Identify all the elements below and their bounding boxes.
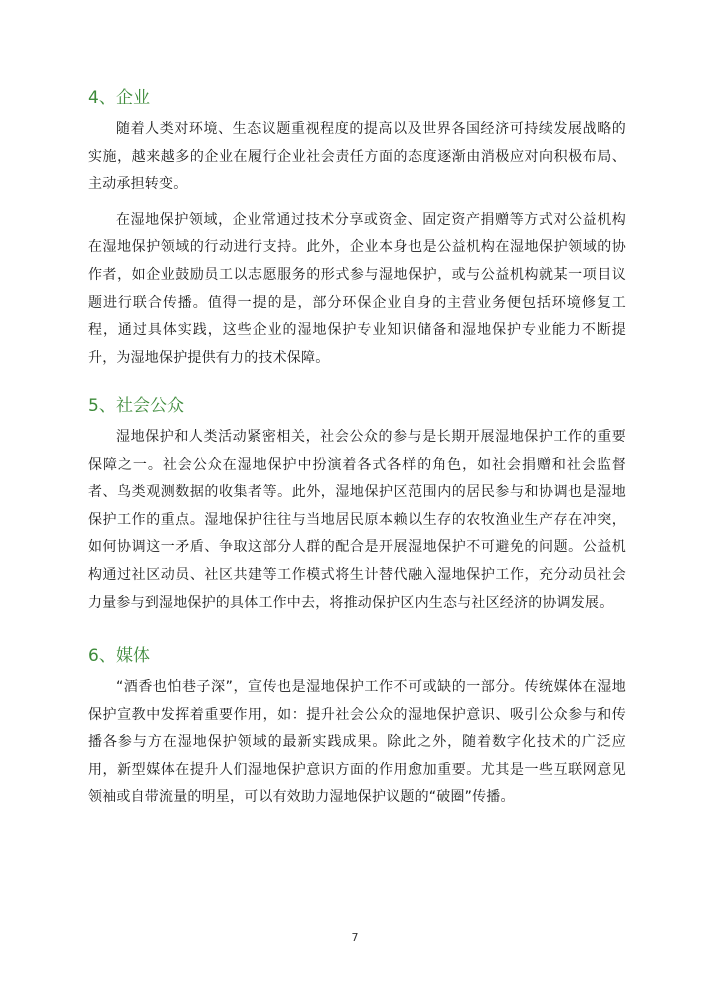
paragraph: 随着人类对环境、生态议题重视程度的提高以及世界各国经济可持续发展战略的实施，越来越多的企业在履行企业社会责任方面的态度逐渐由消极应对向积极布局、主动承担转变。 (88, 121, 626, 193)
section-heading (88, 644, 626, 668)
section-media (88, 644, 626, 820)
section-number: 6、 (88, 646, 116, 666)
paragraph: 在湿地保护领域，企业常通过技术分享或资金、固定资产捐赠等方式对公益机构在湿地保护领域的行动进行支持。此外，企业本身也是公益机构在湿地保护领域的协作者，如企业鼓励员工以志愿服务的形式参与湿地保护，或与公益机构就某一项目议题进行联合传播。值得一提的是，部分环保企业自身的主营业务便包括环境修复工程，通过具体实践，这些企业的湿地保护专业知识储备和湿地保护专业能力不断提升，为湿地保护提供有力的技术保障。 (88, 211, 626, 366)
section-number: 4、 (88, 88, 116, 108)
paragraph: “酒香也怕巷子深”，宣传也是湿地保护工作不可或缺的一部分。传统媒体在湿地保护宣教中发挥着重要作用，如：提升社会公众的湿地保护意识、吸引公众参与和传播各参与方在湿地保护领域的最新实践成果。除此之外，随着数字化技术的广泛应用，新型媒体在提升人们湿地保护意识方面的作用愈加重要。尤其是一些互联网意见领袖或自带流量的明星，可以有效助力湿地保护议题的“破圈”传播。 (88, 679, 626, 806)
paragraph: 湿地保护和人类活动紧密相关，社会公众的参与是长期开展湿地保护工作的重要保障之一。社会公众在湿地保护中扮演着各式各样的角色，如社会捐赠和社会监督者、鸟类观测数据的收集者等。此外，湿地保护区范围内的居民参与和协调也是湿地保护工作的重点。湿地保护往往与当地居民原本赖以生存的农牧渔业生产存在冲突，如何协调这一矛盾、争取这部分人群的配合是开展湿地保护不可避免的问题。公益机构通过社区动员、社区共建等工作模式将生计替代融入湿地保护工作，充分动员社会力量参与到湿地保护的具体工作中去，将推动保护区内生态与社区经济的协调发展。 (88, 429, 626, 611)
section-enterprise (88, 86, 626, 380)
section-title: 社会公众 (116, 396, 184, 416)
section-number: 5、 (88, 396, 116, 416)
section-heading (88, 86, 626, 110)
section-heading (88, 394, 626, 418)
page-number: 7 (351, 931, 359, 944)
section-title: 企业 (116, 88, 150, 108)
section-title: 媒体 (116, 646, 150, 666)
section-public (88, 394, 626, 625)
